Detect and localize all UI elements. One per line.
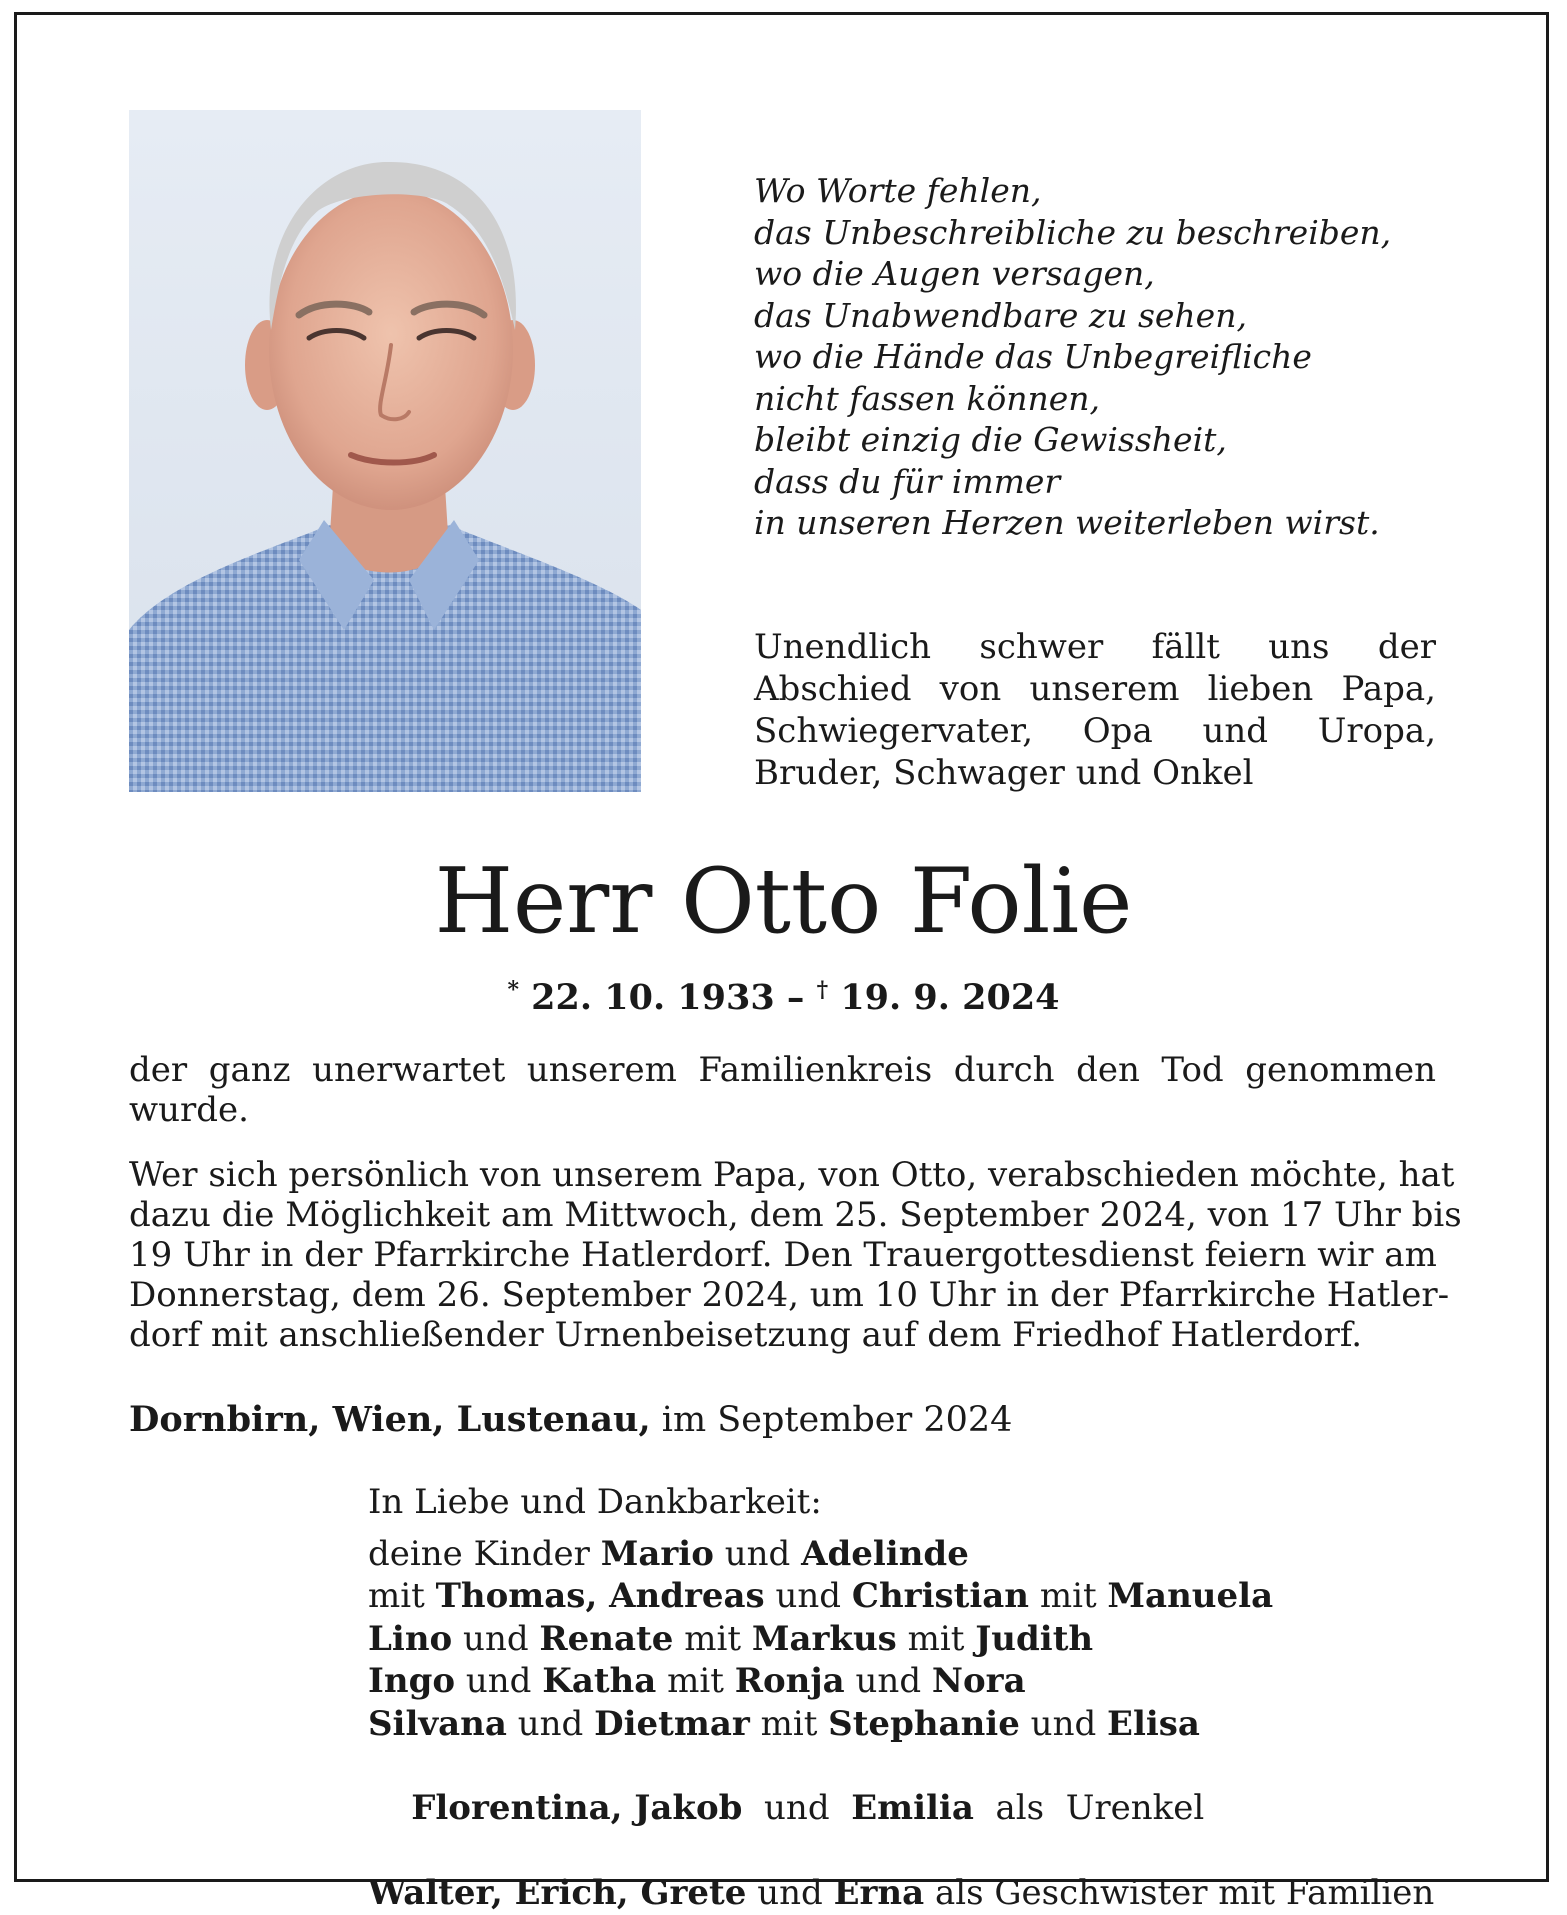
family-name: Dietmar	[594, 1703, 750, 1744]
family-text: mit	[673, 1618, 752, 1659]
birth-symbol: *	[507, 977, 519, 1003]
poem-line: bleibt einzig die Gewissheit,	[754, 420, 1227, 459]
paragraph-line: dazu die Möglichkeit am Mittwoch, dem 25. September 2024, von 17 Uhr bis	[129, 1195, 1462, 1235]
family-name: Ingo	[368, 1661, 456, 1702]
family-text: mit	[656, 1661, 735, 1702]
death-date: 19. 9. 2024	[840, 977, 1060, 1018]
place-and-date	[129, 1398, 1012, 1442]
date-separator: –	[786, 977, 805, 1018]
place-date: im September 2024	[661, 1400, 1013, 1440]
poem-line: Wo Worte fehlen,	[754, 171, 1042, 210]
paragraph-line: Wer sich persönlich von unserem Papa, von Otto, verabschieden möchte, hat	[129, 1155, 1455, 1195]
family-line	[368, 1618, 1434, 1660]
family-line	[368, 1703, 1434, 1745]
family-text: und	[455, 1661, 543, 1702]
family-text: und	[713, 1534, 802, 1574]
announcement-paragraph: der ganz unerwartet unserem Familienkreis durch den Tod genommen wurde.	[129, 1050, 1436, 1130]
family-text: deine Kinder	[368, 1534, 601, 1574]
family-name: Renate	[539, 1618, 674, 1659]
poem-line: nicht fassen können,	[754, 378, 1100, 418]
memorial-poem	[754, 170, 1454, 544]
paragraph-line: Donnerstag, dem 26. September 2024, um 10 Uhr in der Pfarrkirche Hatler-	[129, 1275, 1450, 1315]
family-line	[368, 1872, 1434, 1914]
family-text: und	[844, 1661, 932, 1702]
family-name: Erna	[833, 1873, 925, 1914]
family-name: Florentina, Jakob	[411, 1788, 743, 1829]
family-text: als Geschwister mit Familien	[924, 1873, 1435, 1914]
death-symbol: †	[816, 977, 829, 1003]
family-line	[368, 1575, 1434, 1617]
life-dates	[0, 968, 1567, 1020]
family-name: Silvana	[368, 1703, 507, 1744]
family-name: Walter, Erich, Grete	[368, 1873, 747, 1914]
family-name: Ronja	[734, 1661, 845, 1702]
portrait-photo	[129, 110, 641, 792]
family-text: und	[506, 1703, 595, 1744]
poem-line: das Unabwendbare zu sehen,	[754, 295, 1247, 335]
paragraph-line: 19 Uhr in der Pfarrkirche Hatlerdorf. Den Trauergottesdienst feiern wir am	[129, 1235, 1437, 1275]
family-name: Stephanie	[828, 1703, 1020, 1744]
poem-line: das Unbeschreibliche zu beschreiben,	[754, 212, 1392, 252]
poem-line: dass du für immer	[754, 461, 1061, 501]
family-text: und	[764, 1576, 852, 1617]
family-name: Emilia	[851, 1788, 974, 1829]
family-name: Markus	[751, 1618, 897, 1659]
family-text: mit	[896, 1618, 976, 1659]
poem-line: in unseren Herzen weiterleben wirst.	[754, 503, 1380, 542]
family-text: und	[746, 1873, 834, 1914]
family-text: und	[452, 1618, 540, 1659]
family-line	[368, 1533, 1434, 1575]
family-text: mit	[1029, 1576, 1108, 1617]
family-text: mit	[749, 1703, 829, 1744]
farewell-paragraph	[129, 1155, 1462, 1355]
family-name: Nora	[931, 1661, 1026, 1702]
family-text: mit	[368, 1576, 436, 1617]
deceased-name: Herr Otto Folie	[434, 849, 1133, 954]
family-name: Christian	[851, 1576, 1030, 1617]
family-name: Judith	[975, 1618, 1094, 1659]
family-text: und	[1019, 1703, 1108, 1744]
family-name: Elisa	[1107, 1703, 1200, 1744]
family-line	[368, 1745, 1434, 1872]
family-name: Adelinde	[801, 1534, 969, 1574]
family-name: Manuela	[1107, 1576, 1274, 1617]
poem-line: wo die Augen versagen,	[754, 254, 1155, 293]
family-text: und	[742, 1788, 852, 1829]
family-name: Lino	[368, 1618, 453, 1659]
place-cities: Dornbirn, Wien, Lustenau,	[129, 1399, 651, 1440]
intro-text: Unendlich schwer fällt uns der Abschied von unserem lieben Papa, Schwiegervater, Opa und Uropa, Bruder, Schwager und Onkel	[754, 627, 1436, 793]
family-name: Katha	[542, 1661, 657, 1702]
thanks-line: In Liebe und Dankbarkeit:	[368, 1482, 822, 1522]
family-text: als Urenkel	[973, 1788, 1205, 1829]
family-list	[368, 1533, 1434, 1915]
poem-line: wo die Hände das Unbegreifliche	[754, 337, 1312, 376]
family-name: Mario	[600, 1534, 714, 1574]
portrait-illustration	[129, 110, 641, 792]
family-name: Thomas, Andreas	[435, 1576, 765, 1617]
paragraph-line: dorf mit anschließender Urnenbeisetzung auf dem Friedhof Hatlerdorf.	[129, 1315, 1363, 1355]
birth-date: 22. 10. 1933	[531, 977, 775, 1018]
family-line	[368, 1660, 1434, 1702]
